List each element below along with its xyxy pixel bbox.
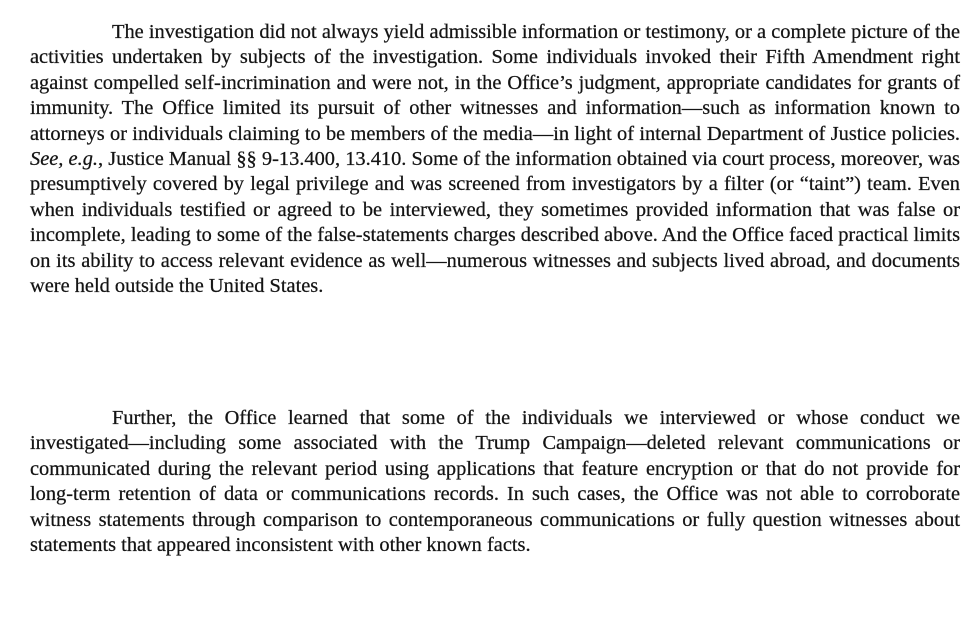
paragraph-1-text-a: The investigation did not always yield admissible information or testimony, or a complete picture of the activities undertaken by subjects of the investigation. Some individuals invoked their Fifth Amendment right against compelled self-incrimination and were not, in the Office’s judgment, appropriate candidates for grants of immunity. The Office limited its pursuit of other witnesses and information—such as information known to attorneys or individuals claiming to be members of the media—in light of internal Department of Justice policies. [30, 21, 960, 145]
citation-signal: See, e.g. [30, 148, 98, 171]
paragraph-2 [30, 406, 960, 558]
paragraph-1-text-b: , Justice Manual §§ 9-13.400, 13.410. Some of the information obtained via court process, moreover, was presumptively covered by legal privilege and was screened from investigators by a filter (or “taint”) team. Even when individuals testified or agreed to be interviewed, they sometimes provided information that was false or incomplete, leading to some of the false-statements charges described above. And the Office faced practical limits on its ability to access relevant evidence as well—numerous witnesses and subjects lived abroad, and documents were held outside the United States. [30, 148, 960, 298]
paragraph-1 [30, 20, 960, 299]
paragraph-2-text: Further, the Office learned that some of the individuals we interviewed or whose conduct we investigated—including some associated with the Trump Campaign—deleted relevant communications or communicated during the relevant period using applications that feature encryption or that do not provide for long-term retention of data or communications records. In such cases, the Office was not able to corroborate witness statements through comparison to contemporaneous communications or fully question witnesses about statements that appeared inconsistent with other known facts. [30, 407, 960, 557]
